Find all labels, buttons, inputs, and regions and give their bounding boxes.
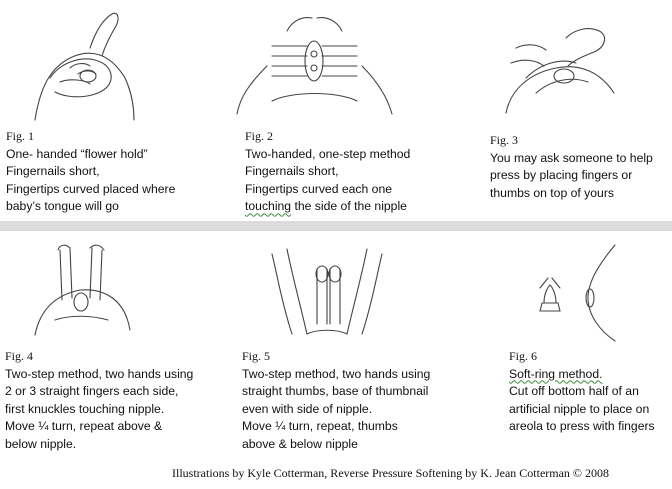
fig3-line1: You may ask someone to help — [490, 150, 653, 165]
fig4-line4: Move ¼ turn, repeat above & — [5, 419, 163, 434]
fig6-line4: areola to press with fingers — [509, 419, 655, 434]
fig6-label: Fig. 6 — [509, 349, 538, 363]
fig4-line5: below nipple. — [5, 436, 77, 451]
fig5-caption — [242, 348, 430, 454]
fig2-line2: Fingernails short, — [245, 164, 339, 179]
helper-hands-drawing — [496, 18, 626, 123]
fig1-line3: Fingertips curved placed where — [6, 181, 176, 196]
fig4-label: Fig. 4 — [5, 349, 34, 363]
fig1-caption — [6, 128, 175, 216]
fig2-underlined-word: touching — [245, 199, 292, 214]
fig2-label: Fig. 2 — [245, 129, 274, 143]
fig2-line3: Fingertips curved each one — [245, 181, 393, 196]
fig6-line2: Cut off bottom half of an — [509, 384, 639, 399]
fig4-caption — [5, 348, 193, 454]
fig1-line4: baby’s tongue will go — [6, 199, 119, 214]
fig3-line2: press by placing fingers or — [490, 168, 633, 183]
fig1-label: Fig. 1 — [6, 129, 35, 143]
fig3-label: Fig. 3 — [490, 133, 519, 147]
fig6-line1 — [509, 366, 655, 384]
soft-ring-drawing — [530, 243, 620, 343]
fig5-line1: Two-step method, two hands using — [242, 366, 431, 381]
fig2-line1: Two-handed, one-step method — [245, 146, 411, 161]
fig4-line3: first knuckles touching nipple. — [5, 401, 165, 416]
fig1-line2: Fingernails short, — [6, 164, 100, 179]
straight-fingers-drawing — [30, 240, 135, 340]
fig1-line1: One- handed “flower hold” — [6, 146, 148, 161]
two-hands-one-step-drawing — [232, 6, 397, 118]
fig5-line4: Move ¼ turn, repeat, thumbs — [242, 419, 398, 434]
fig2-line4-rest: the side of the nipple — [291, 199, 407, 214]
fig5-line2: straight thumbs, base of thumbnail — [242, 384, 429, 399]
fig5-label: Fig. 5 — [242, 349, 271, 363]
fig3-line3: thumbs on top of yours — [490, 185, 614, 200]
fig4-line2: 2 or 3 straight fingers each side, — [5, 384, 179, 399]
straight-thumbs-drawing — [262, 234, 392, 342]
fig4-line1: Two-step method, two hands using — [5, 366, 194, 381]
hand-flower-hold-drawing — [30, 8, 140, 123]
fig6-line3: artificial nipple to place on — [509, 401, 650, 416]
fig5-line5: above & below nipple — [242, 436, 358, 451]
fig3-caption — [490, 132, 653, 202]
illustration-credit: Illustrations by Kyle Cotterman, Reverse Pressure Softening by K. Jean Cotterman © 2008 — [172, 466, 610, 480]
fig6-caption — [509, 348, 655, 436]
fig2-caption — [245, 128, 410, 216]
fig2-line4 — [245, 198, 410, 216]
fig5-line3: even with side of nipple. — [242, 401, 373, 416]
fig6-underlined-title: Soft-ring method. — [509, 366, 603, 381]
